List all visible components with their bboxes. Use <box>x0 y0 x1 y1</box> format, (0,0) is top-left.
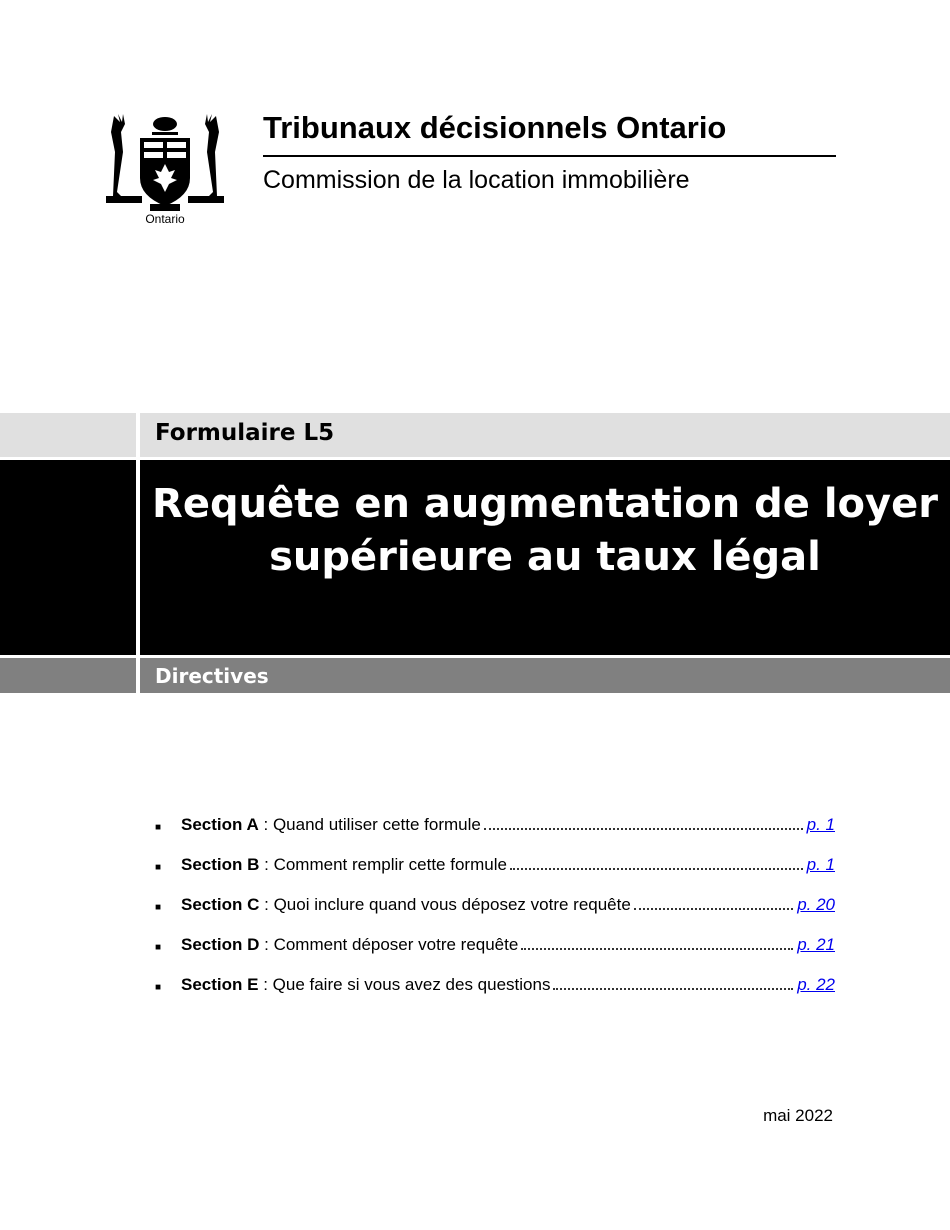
toc-sep: : <box>259 855 274 874</box>
section-band <box>0 658 950 693</box>
bullet-icon: ■ <box>155 822 162 833</box>
dot-leader <box>510 868 803 870</box>
toc-section: Section E <box>181 975 259 994</box>
toc-section: Section B <box>181 855 260 874</box>
toc-page-link[interactable]: p. 20 <box>797 895 835 914</box>
logo-wordmark: Ontario <box>145 212 185 226</box>
dot-leader <box>553 988 793 990</box>
bullet-icon: ■ <box>155 982 162 993</box>
bullet-icon: ■ <box>155 862 162 873</box>
toc-text: Comment déposer votre requête <box>273 935 519 954</box>
publication-date: mai 2022 <box>763 1106 833 1125</box>
table-of-contents <box>155 815 835 1015</box>
toc-sep: : <box>258 975 273 994</box>
toc-page-link[interactable]: p. 21 <box>797 935 835 954</box>
toc-sep: : <box>259 895 274 914</box>
dot-leader <box>484 828 803 830</box>
form-number: Formulaire L5 <box>155 420 335 446</box>
page-title: Requête en augmentation de loyer supérieure au taux légal <box>152 481 938 580</box>
organization-title: Tribunaux décisionnels Ontario <box>263 110 727 145</box>
section-heading: Directives <box>155 664 269 688</box>
form-label-band <box>0 413 950 457</box>
toc-text: Comment remplir cette formule <box>273 855 507 874</box>
toc-item <box>155 815 835 855</box>
toc-page-link[interactable]: p. 1 <box>806 855 835 874</box>
toc-section: Section A <box>181 815 259 834</box>
toc-section: Section D <box>181 935 260 954</box>
toc-page-link[interactable]: p. 1 <box>806 815 835 834</box>
toc-text: Quand utiliser cette formule <box>272 815 481 834</box>
toc-page-link[interactable]: p. 22 <box>797 975 835 994</box>
ontario-coat-of-arms-logo <box>106 108 224 228</box>
organization-subtitle: Commission de la location immobilière <box>263 166 690 194</box>
toc-text: Quoi inclure quand vous déposez votre requête <box>273 895 631 914</box>
toc-sep: : <box>258 815 273 834</box>
dot-leader <box>521 948 793 950</box>
dot-leader <box>634 908 793 910</box>
toc-sep: : <box>259 935 274 954</box>
bullet-icon: ■ <box>155 942 162 953</box>
toc-item <box>155 975 835 1015</box>
bullet-icon: ■ <box>155 902 162 913</box>
header-divider <box>263 155 836 157</box>
toc-item <box>155 895 835 935</box>
toc-item <box>155 935 835 975</box>
toc-text: Que faire si vous avez des questions <box>272 975 551 994</box>
toc-item <box>155 855 835 895</box>
toc-section: Section C <box>181 895 260 914</box>
